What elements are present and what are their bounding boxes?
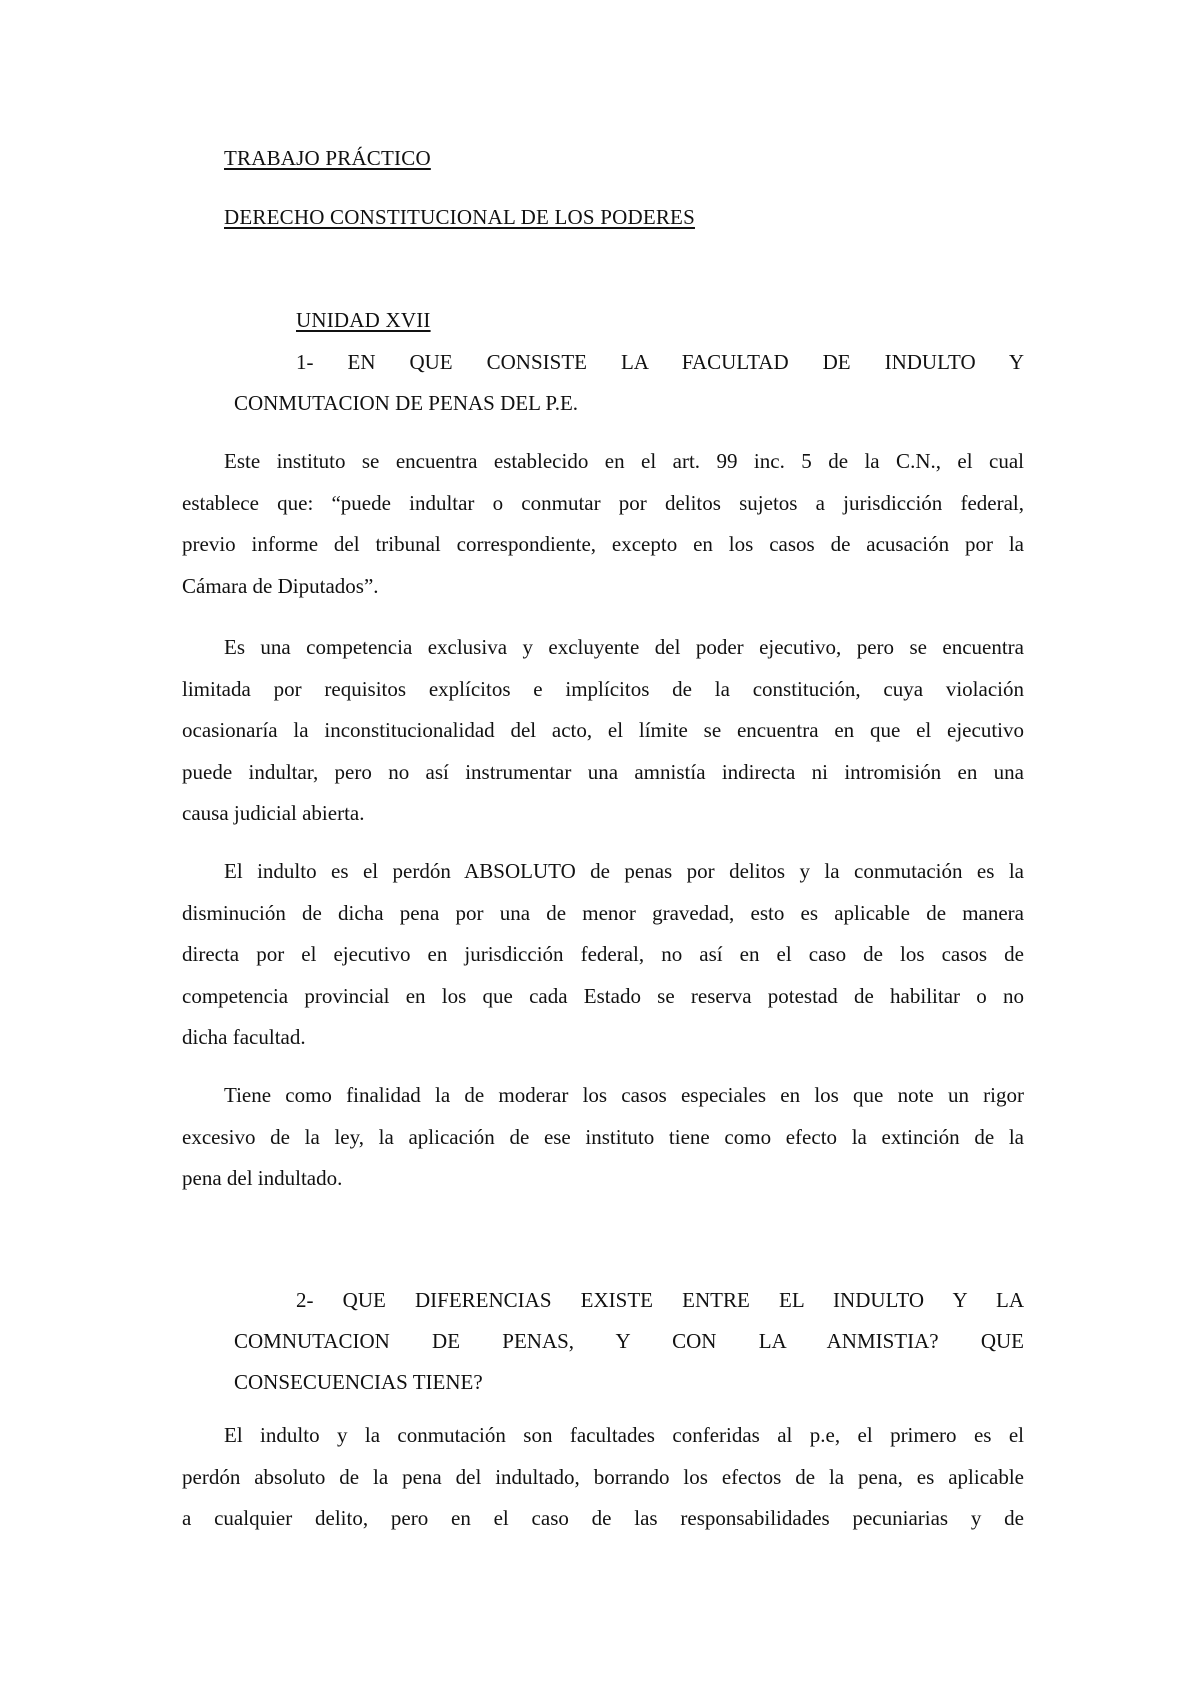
paragraph-line: a cualquier delito, pero en el caso de las responsabilidades pecuniarias y de [182, 1506, 1024, 1530]
paragraph-line: Cámara de Diputados”. [182, 573, 379, 598]
paragraph-line: competencia provincial en los que cada Estado se reserva potestad de habilitar o no [182, 983, 1024, 1008]
paragraph-line: causa judicial abierta. [182, 801, 365, 825]
question-1-line: 1- EN QUE CONSISTE LA FACULTAD DE INDULTO Y [296, 350, 1024, 374]
paragraph-line: previo informe del tribunal correspondiente, excepto en los casos de acusación por la [182, 532, 1024, 556]
paragraph-line: puede indultar, pero no así instrumentar una amnistía indirecta ni intromisión en una [182, 759, 1024, 784]
paragraph-line: El indulto es el perdón ABSOLUTO de penas por delitos y la conmutación es la [224, 859, 1024, 883]
question-2-line: 2- QUE DIFERENCIAS EXISTE ENTRE EL INDULTO Y LA [296, 1288, 1024, 1312]
paragraph-line: dicha facultad. [182, 1025, 306, 1049]
paragraph-line: excesivo de la ley, la aplicación de ese instituto tiene como efecto la extinción de la [182, 1124, 1024, 1149]
unit-heading: UNIDAD XVII [296, 308, 431, 332]
question-2-line: CONSECUENCIAS TIENE? [234, 1370, 483, 1394]
paragraph-3 [182, 851, 1024, 1059]
paragraph-2 [182, 627, 1024, 835]
document-subject: DERECHO CONSTITUCIONAL DE LOS PODERES [224, 205, 695, 229]
paragraph-line: Tiene como finalidad la de moderar los casos especiales en los que note un rigor [224, 1083, 1024, 1107]
paragraph-4 [182, 1075, 1024, 1200]
paragraph-line: establece que: “puede indultar o conmutar por delitos sujetos a jurisdicción federal, [182, 490, 1024, 515]
paragraph-1 [182, 441, 1024, 607]
question-1 [234, 342, 1024, 424]
document-title: TRABAJO PRÁCTICO [224, 146, 431, 170]
question-1-line: CONMUTACION DE PENAS DEL P.E. [234, 391, 579, 415]
paragraph-line: El indulto y la conmutación son facultades conferidas al p.e, el primero es el [224, 1423, 1024, 1447]
paragraph-line: Este instituto se encuentra establecido en el art. 99 inc. 5 de la C.N., el cual [224, 449, 1024, 473]
paragraph-line: pena del indultado. [182, 1166, 343, 1190]
paragraph-line: ocasionaría la inconstitucionalidad del acto, el límite se encuentra en que el ejecutivo [182, 718, 1024, 742]
paragraph-line: Es una competencia exclusiva y excluyente del poder ejecutivo, pero se encuentra [224, 635, 1024, 659]
paragraph-line: perdón absoluto de la pena del indultado, borrando los efectos de la pena, es aplicable [182, 1464, 1024, 1489]
question-2-line: COMNUTACION DE PENAS, Y CON LA ANMISTIA? QUE [234, 1329, 1024, 1353]
paragraph-line: limitada por requisitos explícitos e implícitos de la constitución, cuya violación [182, 676, 1024, 701]
paragraph-line: disminución de dicha pena por una de menor gravedad, esto es aplicable de manera [182, 900, 1024, 925]
question-2 [234, 1280, 1024, 1403]
paragraph-5 [182, 1415, 1024, 1540]
paragraph-line: directa por el ejecutivo en jurisdicción federal, no así en el caso de los casos de [182, 942, 1024, 966]
